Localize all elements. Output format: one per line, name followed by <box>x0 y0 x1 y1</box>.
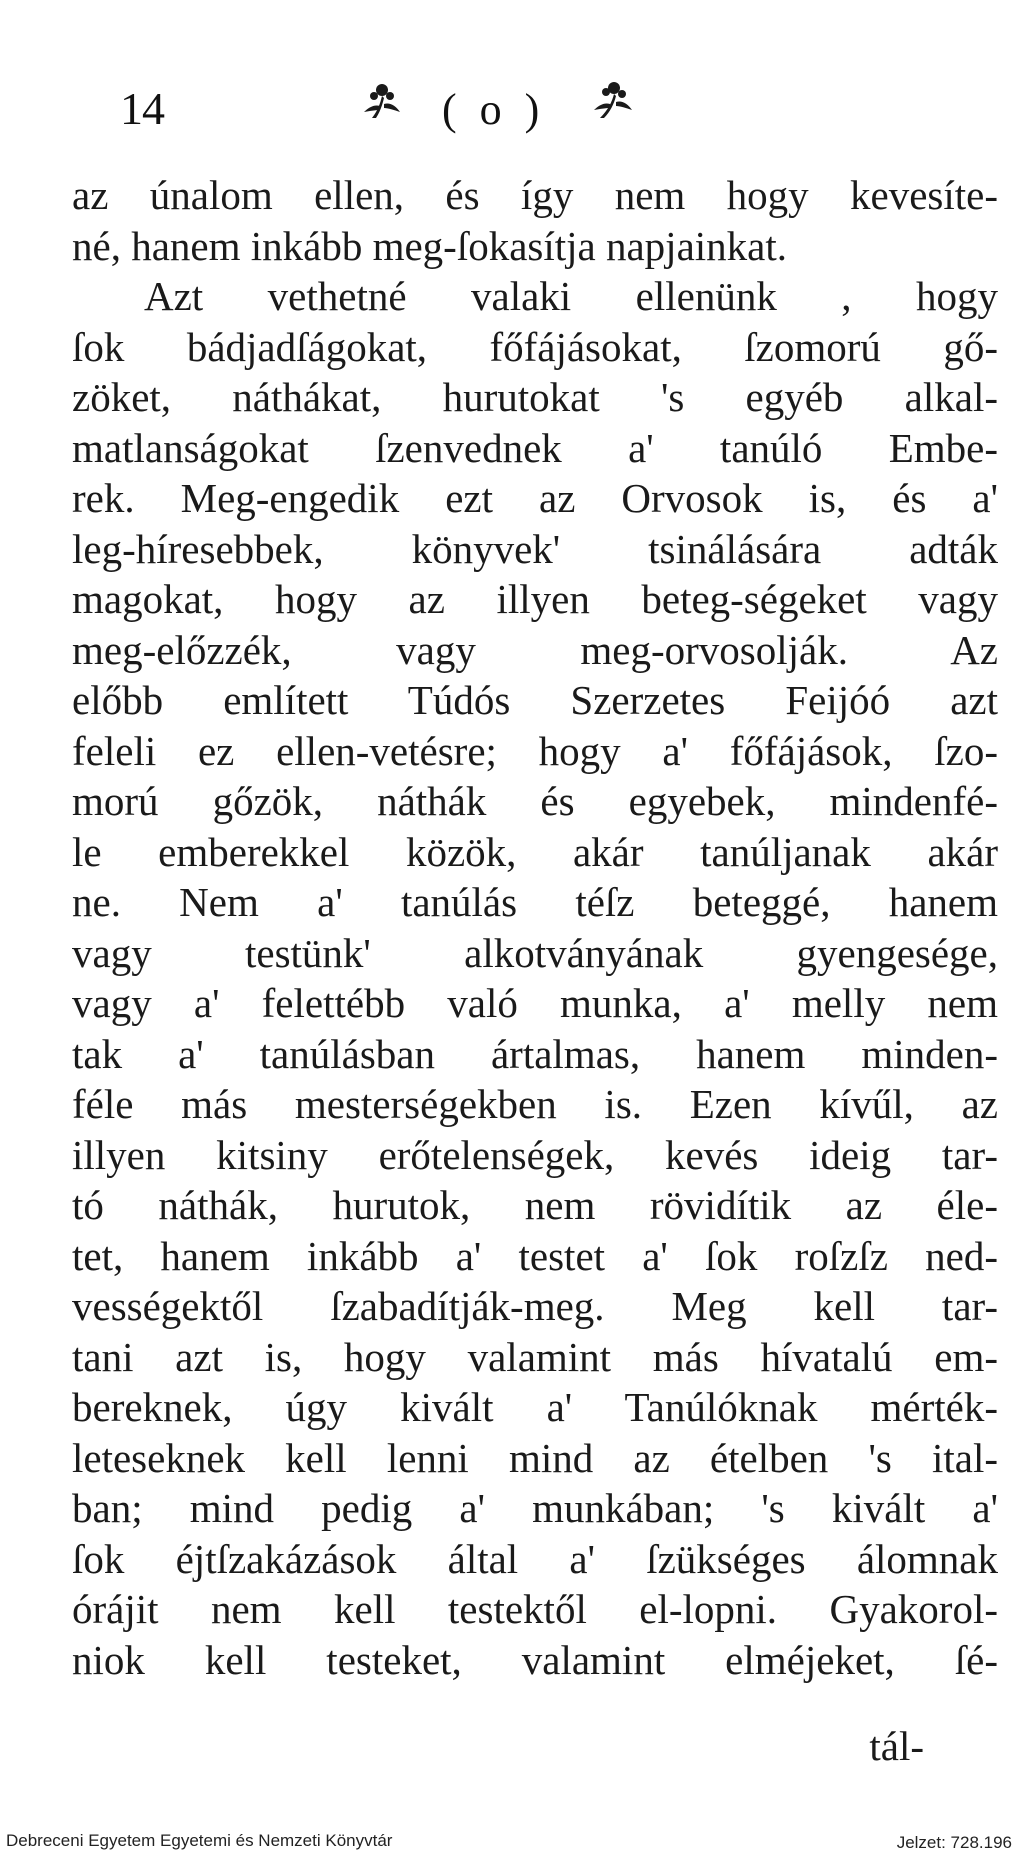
text-line: zöket, náthákat, hurutokat 's egyéb alkal- <box>72 374 998 420</box>
shelfmark: Jelzet: 728.196 <box>896 1833 1012 1852</box>
text-line: Azt vethetné valaki ellenünk , hogy <box>144 273 998 319</box>
text-line: ſok bádjadſágokat, főfájásokat, ſzomorú gő- <box>72 323 998 370</box>
text-line: vagy testünk' alkotványának gyengesége, <box>72 929 998 976</box>
text-line: ſok éjtſzakázások által a' ſzükséges álomnak <box>72 1535 998 1582</box>
text-line: morú gőzök, náthák és egyebek, mindenfé- <box>72 778 998 824</box>
flower-ornament-icon <box>360 78 404 122</box>
text-line: az únalom ellen, és így nem hogy kevesíte- <box>72 172 998 218</box>
text-line: ne. Nem a' tanúlás téſz beteggé, hanem <box>72 879 998 925</box>
text-line: leg-híresebbek, könyvek' tsinálására adták <box>72 525 998 572</box>
running-head: ( o ) <box>442 85 546 134</box>
catchword: tál- <box>869 1723 924 1769</box>
text-line: vességektől ſzabadítják-meg. Meg kell tar- <box>72 1283 998 1329</box>
page-number: 14 <box>120 83 164 134</box>
text-line: feleli ez ellen-vetésre; hogy a' főfájások, ſzo- <box>72 727 998 774</box>
library-credit: Debreceni Egyetem Egyetemi és Nemzeti Könyvtár <box>6 1831 393 1850</box>
page-header <box>120 72 900 142</box>
text-line: magokat, hogy az illyen beteg-ségeket vagy <box>72 576 998 622</box>
text-line: előbb említett Túdós Szerzetes Feijóó azt <box>72 677 998 723</box>
text-line: vagy a' felettébb való munka, a' melly nem <box>72 980 998 1026</box>
text-line: le emberekkel közök, akár tanúljanak akár <box>72 828 998 875</box>
text-line: meg-előzzék, vagy meg-orvosolják. Az <box>72 626 998 673</box>
text-line: niok kell testeket, valamint elméjeket, ſé- <box>72 1636 998 1683</box>
text-line: tak a' tanúlásban ártalmas, hanem minden- <box>72 1030 998 1077</box>
text-line: tó náthák, hurutok, nem rövidítik az éle- <box>72 1182 998 1228</box>
flower-ornament-icon <box>590 78 634 122</box>
text-line: órájit nem kell testektől el-lopni. Gyakorol- <box>72 1586 998 1632</box>
text-line: tani azt is, hogy valamint más hívatalú em- <box>72 1333 998 1380</box>
body-text <box>72 170 998 1685</box>
text-line: rek. Meg-engedik ezt az Orvosok is, és a' <box>72 475 998 521</box>
text-line: leteseknek kell lenni mind az ételben 's ital- <box>72 1434 998 1481</box>
text-line: né, hanem inkább meg-ſokasítja napjainkat. <box>72 222 787 269</box>
text-line: ban; mind pedig a' munkában; 's kivált a' <box>72 1485 998 1531</box>
text-line: féle más mesterségekben is. Ezen kívűl, az <box>72 1081 998 1127</box>
text-line: tet, hanem inkább a' testet a' ſok roſzſz ned- <box>72 1232 998 1279</box>
text-line: bereknek, úgy kivált a' Tanúlóknak mérték- <box>72 1384 998 1430</box>
text-line: matlanságokat ſzenvednek a' tanúló Embe- <box>72 424 998 471</box>
text-line: illyen kitsiny erőtelenségek, kevés ideig tar- <box>72 1131 998 1178</box>
